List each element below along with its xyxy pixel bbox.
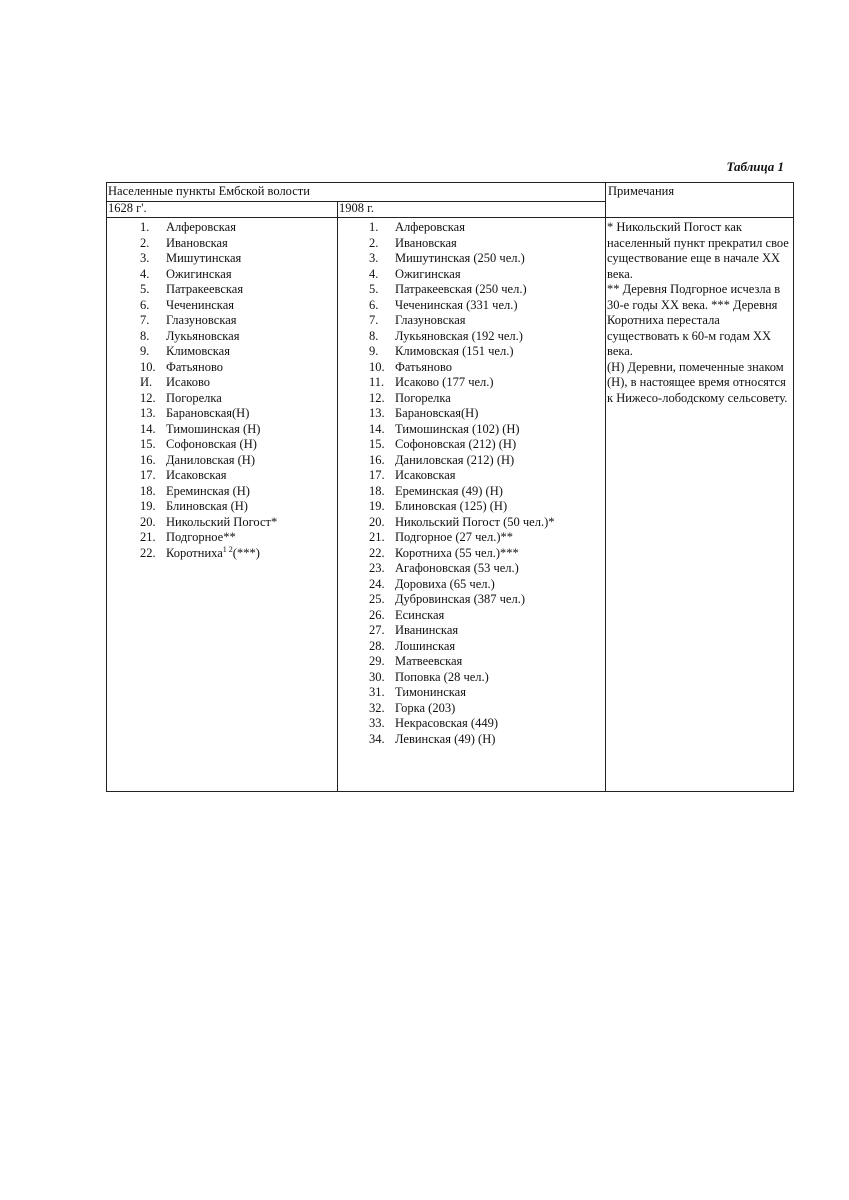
column-divider-notes <box>605 183 606 791</box>
list-item: 20. Никольский Погост (50 чел.)* <box>369 514 555 529</box>
list-item: 22. Коротниха$^{1 2}$(***) <box>140 544 260 560</box>
list-item: 24. Доровиха (65 чел.) <box>369 576 495 591</box>
list-item: 14. Тимошинская (102) (Н) <box>369 421 520 436</box>
list-item: 12. Погорелка <box>140 390 222 405</box>
list-item: 13. Барановская(Н) <box>140 406 250 420</box>
list-item: 28. Лошинская <box>369 638 456 653</box>
list-item: 19. Блиновская (Н) <box>140 499 248 513</box>
list-item: 14. Тимошинская (Н) <box>140 421 261 436</box>
list-item: 3. Мишутинская (250 чел.) <box>369 251 525 265</box>
settlements-table <box>106 182 794 792</box>
list-item: 18. Ереминская (Н) <box>140 483 250 498</box>
list-item: 4. Ожигинская <box>140 266 232 281</box>
list-item: 4. Ожигинская <box>369 266 461 281</box>
list-1628 <box>140 220 277 561</box>
list-item: 2. Ивановская <box>140 235 228 250</box>
list-item: 5. Патракеевская (250 чел.) <box>369 282 527 296</box>
header-year-1908: 1908 г. <box>339 201 374 215</box>
list-item: 8. Лукьяновская (192 чел.) <box>369 328 523 343</box>
list-item: 12. Погорелка <box>369 390 451 405</box>
note-nikolsky: * Никольский Погост как населенный пункт прекратил свое существование еще в начале XX века. <box>607 220 789 281</box>
list-item: 29. Матвеевская <box>369 654 463 668</box>
list-item: 27. Иванинская <box>369 623 459 637</box>
list-item: 9. Климовская <box>140 344 230 358</box>
list-item: 15. Софоновская (212) (Н) <box>369 437 517 451</box>
list-item: 15. Софоновская (Н) <box>140 437 257 451</box>
list-item: 5. Патракеевская <box>140 282 244 296</box>
list-item: 16. Даниловская (212) (Н) <box>369 452 515 467</box>
list-item: 13. Барановская(Н) <box>369 406 479 420</box>
header-year-1628: 1628 г'. <box>108 201 147 215</box>
subheader-divider <box>107 217 793 218</box>
list-1908 <box>369 220 555 747</box>
list-item: 26. Есинская <box>369 607 445 622</box>
header-notes: Примечания <box>608 184 675 198</box>
list-item: 1. Алферовская <box>369 220 465 234</box>
list-item: 2. Ивановская <box>369 235 457 250</box>
list-item: 21. Подгорное (27 чел.)** <box>369 530 514 544</box>
list-item: 11. Исаково (177 чел.) <box>369 375 494 389</box>
list-item: 32. Горка (203) <box>369 700 456 715</box>
list-item: 19. Блиновская (125) (Н) <box>369 499 508 513</box>
list-item: 34. Левинская (49) (Н) <box>369 731 496 746</box>
header-settlements: Населенные пункты Ембской волости <box>108 184 310 198</box>
table-caption: Таблица 1 <box>726 159 784 174</box>
list-item: 25. Дубровинская (387 чел.) <box>369 592 526 606</box>
list-item: 17. Исаковская <box>369 468 456 482</box>
list-item: 21. Подгорное** <box>140 530 236 544</box>
list-item: 7. Глазуновская <box>369 313 466 327</box>
list-item: 17. Исаковская <box>140 468 227 482</box>
list-item: 18. Ереминская (49) (Н) <box>369 483 503 498</box>
note-n-mark: (Н) Деревни, помеченные знаком (Н), в настоящее время относятся к Нижесо-лободскому сельсовету. <box>607 359 788 405</box>
list-item: 6. Чеченинская <box>140 297 234 312</box>
list-item: 23. Агафоновская (53 чел.) <box>369 561 519 575</box>
list-item: 30. Поповка (28 чел.) <box>369 669 489 684</box>
list-item: 31. Тимонинская <box>369 685 466 699</box>
list-item: 20. Никольский Погост* <box>140 514 278 529</box>
footnote-ref: 1 2 <box>222 544 233 554</box>
column-divider-1628-1908 <box>337 201 338 791</box>
list-item: 10. Фатьяново <box>369 359 453 374</box>
list-item: 1. Алферовская <box>140 220 236 234</box>
list-item: 9. Климовская (151 чел.) <box>369 344 514 358</box>
list-item: 33. Некрасовская (449) <box>369 716 499 730</box>
list-item: 22. Коротниха (55 чел.)*** <box>369 545 519 560</box>
list-item: И. Исаково <box>140 375 211 389</box>
list-item: 6. Чеченинская (331 чел.) <box>369 297 518 312</box>
list-item: 8. Лукьяновская <box>140 328 240 343</box>
list-item: 3. Мишутинская <box>140 251 242 265</box>
list-item: 10. Фатьяново <box>140 359 224 374</box>
list-item: 16. Даниловская (Н) <box>140 452 255 467</box>
notes-cell <box>607 220 791 406</box>
list-item: 7. Глазуновская <box>140 313 237 327</box>
note-podgornoe-korotnikha: ** Деревня Подгорное исчезла в 30-е годы XX века. *** Деревня Коротниха перестала существовать к 60-м годам XX века. <box>607 282 781 358</box>
